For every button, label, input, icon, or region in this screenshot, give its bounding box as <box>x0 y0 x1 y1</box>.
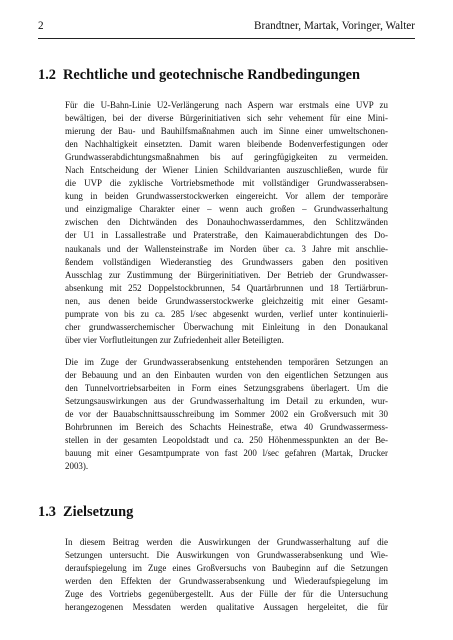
paragraph <box>65 536 388 614</box>
text-line: 2003). <box>65 461 89 472</box>
section-title: Zielsetzung <box>63 504 134 520</box>
text-line: Zuge des Vortriebs gegenübergestellt. Aus der Fülle der für die Untersuchung <box>65 589 388 600</box>
text-line: die UVP die zyklische Vortriebsmethode mit vollständiger Grundwasserabsen- <box>65 178 388 189</box>
text-line: nen, aus denen beide Grundwasserstockwerke gleichzeitig mit einer Gesamt- <box>65 295 388 306</box>
section-heading-1-2 <box>38 66 415 84</box>
paragraph <box>65 99 388 347</box>
section-heading-1-3 <box>38 503 415 521</box>
text-line: über vier Vorflutleitungen zur Zufriedenheit aller Beteiligten. <box>65 334 284 345</box>
text-line: de vor der Bauabschnittsausschreibung im Sommer 2002 ein Großversuch mit 30 <box>65 409 388 420</box>
text-line: herangezogenen Messdaten werden qualitative Aussagen hergeleitet, die für <box>65 602 388 613</box>
text-line: Nach Entscheidung der Wiener Linien Schildvarianten auszuschließen, wurde für <box>65 165 388 176</box>
header-rule <box>38 38 415 39</box>
text-line: In diesem Beitrag werden die Auswirkungen der Grundwasserhaltung auf die <box>65 537 388 547</box>
text-line: bauung mit einer Gesamtpumprate von fast 200 l/sec gefahren (Martak, Drucker <box>65 448 388 459</box>
text-line: kung in beiden Grundwasserstockwerken eingereicht. Vor allem der temporäre <box>65 191 388 202</box>
text-line: Bohrbrunnen im Bereich des Schachts Heinestraße, etwa 40 Grundwassermess- <box>65 422 388 433</box>
text-line: Für die U-Bahn-Linie U2-Verlängerung nach Aspern war erstmals eine UVP zu <box>65 100 388 110</box>
text-line: ßendem vollständigen Wiederanstieg des Grundwassers gaben den positiven <box>65 256 388 267</box>
text-line: zwischen den Dichtwänden des Donauhochwasserdammes, den Schlitzwänden <box>65 217 388 228</box>
text-line: mierung der Bau- und Bauhilfsmaßnahmen auch im Sinne einer umweltschonen- <box>65 126 388 137</box>
text-line: bewältigen, bei der diverse Bürgerinitiativen sich sehr vehement für eine Mini- <box>65 113 388 124</box>
text-line: Setzungen untersucht. Die Auswirkungen von Grundwasserabsenkung und Wie- <box>65 550 388 561</box>
text-line: der Bebauung und an den Einbauten wurden von den eigentlichen Setzungen aus <box>65 370 388 381</box>
paragraph <box>65 356 388 473</box>
running-header <box>38 20 415 38</box>
text-line: den Tunnelvortriebsarbeiten in Form eines Setzungsgrabens überlagert. Um die <box>65 383 388 394</box>
section-number: 1.3 <box>38 504 56 520</box>
text-line: der U1 in Lassallestraße und Praterstraße, den Kaimauerabdichtungen des Do- <box>65 230 388 241</box>
text-line: den Nachhaltigkeit einsetzten. Damit waren bleibende Bodenverfestigungen oder <box>65 139 388 150</box>
section-number: 1.2 <box>38 67 56 83</box>
text-line: Die im Zuge der Grundwasserabsenkung entstehenden temporären Setzungen an <box>65 357 388 367</box>
text-line: deraufspiegelung im Zuge eines Großversuchs von Baubeginn auf die Setzungen <box>65 563 388 574</box>
header-authors: Brandtner, Martak, Voringer, Walter <box>254 20 415 32</box>
text-line: cher grundwasserchemischer Überwachung mit Einleitung in den Donaukanal <box>65 321 388 332</box>
section-title: Rechtliche und geotechnische Randbedingungen <box>63 67 361 83</box>
text-line: Grundwasserabdichtungsmaßnahmen bis auf geringfügigkeiten zu vermeiden. <box>65 152 388 163</box>
text-line: werden den Effekten der Grundwasserabsenkung und Wiederaufspiegelung im <box>65 576 388 587</box>
text-line: naukanals und der Wallensteinstraße im Norden über ca. 3 Jahre mit anschlie- <box>65 243 388 254</box>
page-number: 2 <box>38 20 44 32</box>
text-line: Ausschlag zur Zustimmung der Bürgerinitiativen. Der Betrieb der Grundwasser- <box>65 269 388 280</box>
text-line: und einzigmalige Charakter einer – wenn auch großen – Grundwasserhaltung <box>65 204 388 215</box>
text-line: stellen in der gesamten Leopoldstadt und ca. 250 Höhenmesspunkten an der Be- <box>65 435 388 446</box>
text-line: absenkung mit 252 Doppelstockbrunnen, 54 Quartärbrunnen und 18 Tertiärbrun- <box>65 282 388 293</box>
text-line: pumprate von bis zu ca. 285 l/sec abgesenkt wurden, verlief unter kontinuierli- <box>65 308 388 319</box>
text-line: Setzungsauswirkungen aus der Grundwasserhaltung im Detail zu erkunden, wur- <box>65 396 388 407</box>
